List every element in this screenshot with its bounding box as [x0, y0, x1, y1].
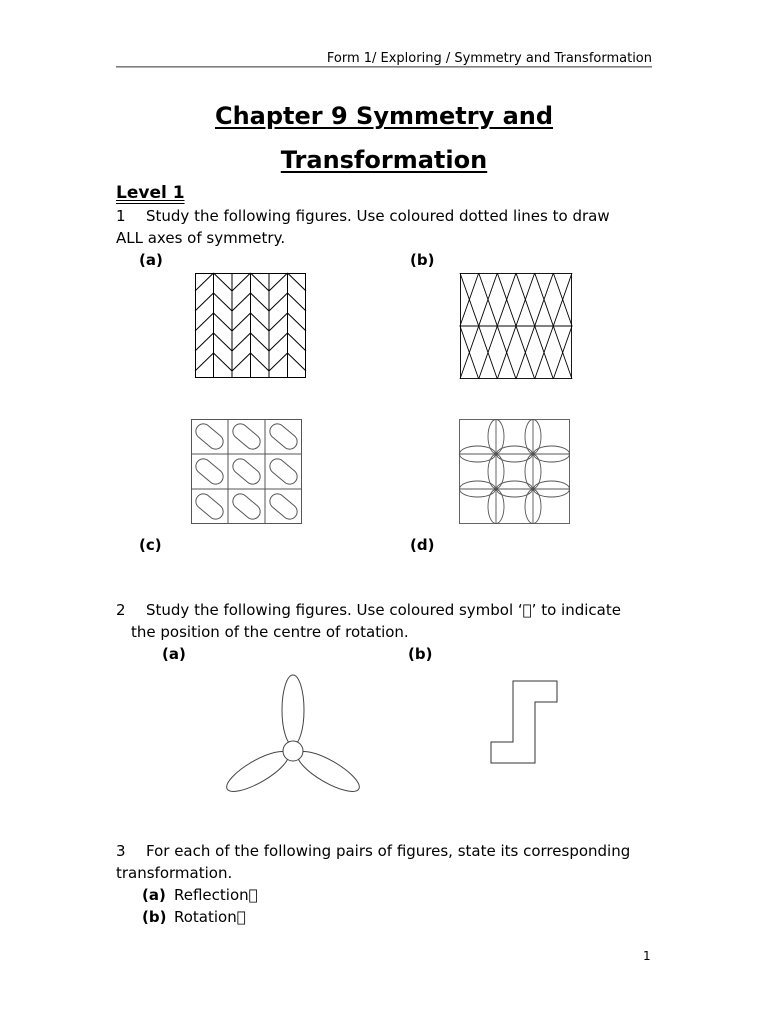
q2-text-line-1: Study the following figures. Use coloured symbol ‘ ’ to indicate	[146, 601, 621, 619]
figure-1a-herringbone	[195, 273, 306, 378]
q2-label-b: (b)	[408, 645, 433, 663]
q2-label-a: (a)	[162, 645, 186, 663]
figure-1b-diamond-lattice	[460, 273, 572, 379]
q3-item-a-text: Reflection 	[174, 886, 258, 904]
q1-label-c: (c)	[139, 536, 162, 554]
q3-text-line-1: For each of the following pairs of figures, state its corresponding	[146, 842, 631, 860]
page-number: 1	[643, 949, 651, 963]
chapter-title-line-1: Chapter 9 Symmetry and	[214, 102, 554, 130]
q2-text-line-2: the position of the centre of rotation.	[131, 623, 409, 641]
chapter-title-line-2: Transformation	[280, 146, 488, 174]
q1-number: 1	[116, 207, 126, 225]
figure-2a-propeller	[218, 670, 368, 800]
figure-2b-step-shape	[488, 678, 560, 768]
q3-item-b-label: (b)	[142, 908, 167, 926]
figure-1d-floral-pattern	[459, 419, 570, 524]
q3-number: 3	[116, 842, 126, 860]
header-rule	[116, 66, 652, 68]
q1-text-line-2: ALL axes of symmetry.	[116, 229, 286, 247]
figure-1c-capsule-grid	[191, 419, 302, 524]
q1-label-a: (a)	[139, 251, 163, 269]
q3-text-line-2: transformation.	[116, 864, 233, 882]
running-header: Form 1/ Exploring / Symmetry and Transformation	[326, 51, 652, 66]
q2-number: 2	[116, 601, 126, 619]
q1-text-line-1: Study the following figures. Use coloured dotted lines to draw	[146, 207, 610, 225]
q3-item-b-text: Rotation 	[174, 908, 246, 926]
q1-label-d: (d)	[410, 536, 435, 554]
q3-item-a-label: (a)	[142, 886, 166, 904]
q1-label-b: (b)	[410, 251, 435, 269]
level-heading: Level 1	[116, 183, 185, 203]
